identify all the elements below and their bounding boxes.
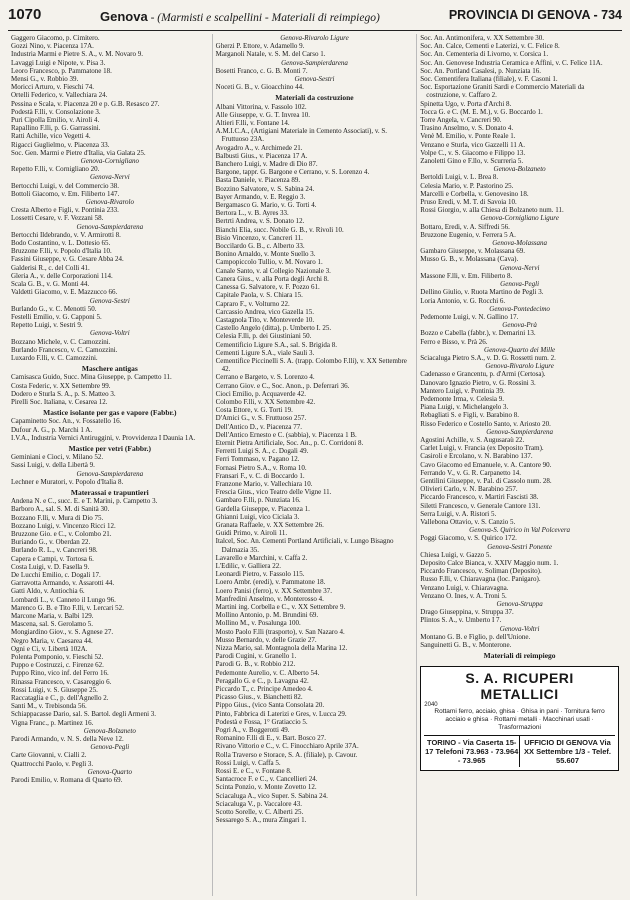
category-heading: Mastice per vetri (Fabbr.) xyxy=(68,443,152,453)
directory-entry: Gleria A., v. delle Corporazioni 114. xyxy=(11,271,113,280)
directory-entry: Tocca G. e C. (M. E. M.), v. G. Boccardo 1. xyxy=(420,107,543,116)
directory-entry: Piccardo T., c. Principe Amedeo 4. xyxy=(215,685,313,694)
directory-entry: Sciacaluga V., p. Vaccalore 43. xyxy=(215,799,302,808)
district-heading: Genova-Sampierdarena xyxy=(486,427,553,436)
directory-entry: Cadenasso e Grancentu, p. d'Armi (Certosa). xyxy=(420,370,546,379)
directory-entry: Bruzzone F.lli, v. Popolo d'Italia 10. xyxy=(11,247,112,256)
directory-entry: Buriando G., v. Oberdan 22. xyxy=(11,538,91,547)
directory-entry: Festelli Emilio, v. G. Capponi 5. xyxy=(11,312,102,321)
directory-entry: Russo F.lli, v. Chiaravagna (loc. Panigaro). xyxy=(420,575,541,584)
directory-entry: Bodo Costantino, v. L. Dottesio 65. xyxy=(11,239,111,248)
directory-entry: Gherzi P. Ettore, v. Adamello 9. xyxy=(215,42,305,51)
directory-entry: Andena N. e C., succ. E. e T. Marini, p. Campetto 3. xyxy=(11,497,158,506)
directory-entry: Mollino Antonio, p. M. Brundini 69. xyxy=(215,611,319,620)
directory-columns xyxy=(8,34,622,896)
directory-entry: Cementi Ligure S.A., viale Sauli 3. xyxy=(215,348,315,357)
directory-entry: Puri Cipolla Emilio, v. Airoli 4. xyxy=(11,116,100,125)
directory-entry: Bertoldi Luigi, v. L. Brea 8. xyxy=(420,173,499,182)
directory-entry: Camisasca Guido, Succ. Mina Giuseppe, p. Campetto 11. xyxy=(11,373,172,382)
directory-entry: Vigna Franc., p. Martinez 16. xyxy=(11,718,94,727)
district-heading: Genova-Pegli xyxy=(90,743,130,752)
district-heading: Genova-Bolzaneto xyxy=(493,165,546,174)
district-heading: Genova-Sampierdarena xyxy=(76,222,144,231)
directory-entry: Marenco G. B. e Tito F.lli, v. Lercari 52. xyxy=(11,603,124,612)
directory-entry: Soc. Esportazione Graniti Sardi e Commercio Materiali da costruzione, v. Caffaro 2. xyxy=(420,83,585,100)
directory-entry: Bruzzone Eugenio, v. Ferrera 5 A. xyxy=(420,230,516,239)
directory-entry: Chiesa Luigi, v. Gazzo 5. xyxy=(420,550,492,559)
directory-entry: Soc. An. Genovese Industria Ceramica e Affini, v. C. Felice 11A. xyxy=(420,58,603,67)
directory-entry: Casiroli e Ercolano, v. N. Barabino 137. xyxy=(420,452,533,461)
directory-entry: Sanguinetti G. B., v. Monterone. xyxy=(420,641,512,650)
directory-entry: Cementificio Ligure S.A., sal. S. Brigida 8. xyxy=(215,340,337,349)
directory-entry: Bozzano F.lli, v. Mura di Dio 75. xyxy=(11,513,104,522)
directory-entry: Schiappacasse Dario, sal. S. Bartol. degli Armeni 3. xyxy=(11,710,157,719)
page-header xyxy=(8,4,622,31)
directory-entry: Venzano Luigi, v. Chiaravagna. xyxy=(420,583,509,592)
directory-entry: Ferri Tommaso, v. Pagano 12. xyxy=(215,455,300,464)
directory-entry: Pessina e Scala, v. Piacenza 20 e p. G.B. Resasco 27. xyxy=(11,99,160,108)
directory-entry: Risso Federico e Costello Santo, v. Ariosto 20. xyxy=(420,419,551,428)
directory-entry: Lechner e Muratori, v. Popolo d'Italia 8. xyxy=(11,477,124,486)
directory-entry: Pedemonte Luigi, v. N. Gallino 17. xyxy=(420,312,519,321)
directory-entry: Scala G. B., v. G. Monti 44. xyxy=(11,280,90,289)
directory-entry: Danovaro Ignazio Pietro, v. G. Rossini 3. xyxy=(420,378,536,387)
directory-entry: Avogadro A., v. Archimede 21. xyxy=(215,143,303,152)
district-heading: Genova-S. Quirico in Val Polcevera xyxy=(469,526,571,535)
directory-entry: Plintos S. A., v. Umberto I 7. xyxy=(420,616,502,625)
directory-entry: Marcelli e Corbella, v. Genovesino 18. xyxy=(420,189,529,198)
column-middle xyxy=(213,34,418,896)
directory-entry: Sessarego S. A., mura Zingari 1. xyxy=(215,816,307,825)
directory-entry: Soc. An. Calce, Cementi e Laterizi, v. C. Felice 8. xyxy=(420,42,560,51)
directory-entry: Puppo e Costruzzi, c. Firenze 62. xyxy=(11,661,104,670)
directory-entry: Italcel, Soc. An. Cementi Portland Artificiali, v. Lungo Bisagno Dalmazia 35. xyxy=(215,537,394,554)
directory-entry: Santi M., v. Trebisonda 56. xyxy=(11,702,87,711)
directory-entry: Balbusti Gius., v. Piacenza 17 A. xyxy=(215,151,308,160)
directory-entry: Altieri F.lli, v. Fontane 14. xyxy=(215,119,290,128)
directory-entry: Mensi G., v. Robbio 39. xyxy=(11,75,79,84)
district-heading: Genova-Sestri xyxy=(294,75,335,84)
directory-entry: Bertrti Andrea, v. S. Donato 12. xyxy=(215,217,305,226)
directory-entry: Lossetti Cesare, v. F. Vezzani 58. xyxy=(11,214,104,223)
directory-entry: Ghianni Luigi, vico Ciciala 3. xyxy=(215,512,300,521)
directory-entry: Albani Vittorina, v. Fassolo 102. xyxy=(215,102,307,111)
directory-entry: Nizza Mario, sal. Montagnola della Marina 12. xyxy=(215,644,348,653)
district-heading: Genova-Sampierdarena xyxy=(76,469,144,478)
directory-entry: Deposito Calce Bianca, v. XXIV Maggio num. 1. xyxy=(420,559,559,567)
directory-entry: Massone F.lli, v. Em. Filiberto 8. xyxy=(420,271,513,280)
directory-entry: Cerrano e Bargeto, v. S. Lorenzo 4. xyxy=(215,373,315,382)
directory-entry: Bosetti Franco, c. G. B. Monti 7. xyxy=(215,66,308,75)
directory-entry: Podestà e Fossa, 1° Gratiaccio 5. xyxy=(215,717,308,726)
directory-entry: Pedemonte Aurelio, v. C. Alberto 54. xyxy=(215,668,320,677)
directory-entry: Lavarello e Marchini, v. Caffa 2. xyxy=(215,553,308,562)
directory-entry: Garravotta Armando, v. Assarotti 44. xyxy=(11,579,115,588)
directory-entry: Alle Giuseppe, v. G. T. Invrea 10. xyxy=(215,110,310,119)
ad-contact-row xyxy=(424,735,615,767)
directory-entry: Dodero e Sturla S. A., p. S. Matteo 3. xyxy=(11,389,116,398)
directory-entry: Loero Ambr. (eredi), v. Pammatone 18. xyxy=(215,578,326,587)
directory-entry: Capitale Paola, v. S. Chiara 15. xyxy=(215,291,303,300)
directory-entry: Castagnola Tito, v. Monteverde 10. xyxy=(215,315,315,324)
directory-entry: Ratti Achille, vico Vegetti 4. xyxy=(11,132,91,141)
directory-entry: Sciacaluga Pietro S.A., v. D. G. Rossetti num. 2. xyxy=(420,353,556,362)
directory-entry: Rossi Luigi, v. Caffa 5. xyxy=(215,758,281,767)
directory-entry: Loria Antonio, v. G. Rocchi 6. xyxy=(420,296,506,305)
header-title xyxy=(100,9,380,24)
directory-entry: Pogri A., v. Boggerotti 49. xyxy=(215,726,290,735)
directory-entry: Vallebona Ottavio, v. S. Canzio 5. xyxy=(420,517,516,526)
directory-entry: Rebagliati S. e Figli, v. Barabino 8. xyxy=(420,411,519,420)
directory-entry: Mantero Luigi, v. Pontinia 39. xyxy=(420,386,505,395)
category-heading: Materiali da costruzione xyxy=(275,93,354,103)
district-heading: Genova-Nervi xyxy=(89,173,130,182)
directory-entry: Torre Angela, v. Cancreri 90. xyxy=(420,116,502,125)
directory-entry: Colombo F.lli, v. XX Settembre 42. xyxy=(215,397,316,406)
directory-entry: Rossi Luigi, v. S. Giuseppe 25. xyxy=(11,685,98,694)
directory-entry: Trasino Anselmo, v. S. Donato 4. xyxy=(420,124,514,133)
directory-entry: Noceti G. B., v. Gioacchino 44. xyxy=(215,83,304,92)
directory-entry: Gardella Giuseppe, v. Piacenza 1. xyxy=(215,504,310,513)
directory-entry: Venzano e Sturla, vico Gazzelli 11 A. xyxy=(420,140,525,149)
district-heading: Genova-Cornigliano xyxy=(80,157,139,166)
directory-entry: Parodi Armando, v. N. S. della Neve 12. xyxy=(11,735,124,744)
directory-entry: Gentilini Giuseppe, v. Pal. di Cassolo num. 28. xyxy=(420,476,552,485)
directory-entry: Boccilardo G. B., c. Alberto 33. xyxy=(215,242,305,251)
directory-entry: Dell'Antico D., v. Piacenza 77. xyxy=(215,422,302,431)
directory-entry: Scotto Sorelle, v. C. Alberti 25. xyxy=(215,808,304,817)
directory-entry: Lavaggi Luigi e Nipote, v. Pisa 3. xyxy=(11,58,106,67)
directory-entry: Burlando Francesco, v. C. Camozzini. xyxy=(11,345,118,354)
directory-entry: Leonardi Pietro, v. Fassolo 115. xyxy=(215,570,305,579)
directory-entry: Capaminetto Soc. An., v. Fossatello 16. xyxy=(11,417,122,426)
directory-entry: Burlando R. L., v. Cancreri 98. xyxy=(11,546,98,555)
directory-entry: Bozzino Salvatore, v. S. Sabina 24. xyxy=(215,184,315,193)
header-city: Genova xyxy=(100,9,148,24)
directory-entry: Soc. An. Cementeria di Livorno, v. Corsica 1. xyxy=(420,50,549,59)
directory-entry: Banchero Luigi, v. Madre di Dio 87. xyxy=(215,160,318,169)
directory-entry: Soc. Gen. Marmi e Pietre d'Italia, via Galata 25. xyxy=(11,148,146,157)
directory-entry: Pedemonte Irma, v. Celesia 9. xyxy=(420,394,504,403)
directory-entry: Bargone, tappr. G. Bargone e Cerrano, v. S. Lorenzo 4. xyxy=(215,168,370,177)
district-heading: Genova-Sampierdarena xyxy=(281,58,348,67)
directory-entry: L'Edilic, v. Galliera 22. xyxy=(215,562,281,570)
directory-entry: Piccardo Francesco, v. Martiri Fascisti 38. xyxy=(420,493,539,502)
directory-entry: Musso Bernardo, v. delle Grazie 27. xyxy=(215,635,317,644)
directory-entry: Frescia Gius., vico Teatro delle Vigne 11. xyxy=(215,488,332,497)
directory-entry: Bozzano Luigi, v. Vincenzo Ricci 12. xyxy=(11,521,116,530)
directory-entry: Bayer Armando, v. E. Reggio 3. xyxy=(215,192,306,201)
directory-entry: D'Amici G., v. S. Fruttuoso 257. xyxy=(215,414,307,423)
directory-entry: Franzone Mario, v. Vallechiara 10. xyxy=(215,479,313,488)
column-right xyxy=(417,34,622,896)
directory-entry: Carlet Luigi, v. Francia (ex Deposito Tram). xyxy=(420,444,544,453)
directory-entry: Barboro A., sal. S. M. di Sanità 30. xyxy=(11,505,110,514)
advertisement-box xyxy=(420,666,619,771)
category-heading: Materiali di reimpiego xyxy=(483,651,556,661)
directory-entry: Castello Angelo (ditta), p. Umberto I. 25. xyxy=(215,324,332,333)
column-left xyxy=(8,34,213,896)
directory-entry: Gambaro Giuseppe, v. Molassana 69. xyxy=(420,247,525,256)
directory-entry: Parodi Cugini, v. Granello 1. xyxy=(215,652,297,661)
district-heading: Genova-Cornigliano Ligure xyxy=(480,214,559,223)
directory-entry: Bertocchi Luigi, v. del Commercio 38. xyxy=(11,181,120,190)
ad-genova-office: UFFICIO DI GENOVA Via XX Settembre 1/3 - Telef. 55.607 xyxy=(519,736,615,767)
directory-entry: Siletti Francesco, v. Generale Cantore 131. xyxy=(420,501,541,510)
directory-entry: Repetto Luigi, v. Sestri 9. xyxy=(11,321,83,330)
directory-entry: Soc. An. Portland Casalesi, p. Nunziata 16. xyxy=(420,66,542,75)
directory-entry: Fransari F., v. C. di Boccardo 1. xyxy=(215,471,305,480)
directory-entry: Mollino M., v. Posalunga 100. xyxy=(215,619,301,628)
directory-entry: Agostini Achille, v. S. Augusaraù 22. xyxy=(420,435,525,444)
directory-entry: Industria Marmi e Pietre S. A., v. M. Novaro 9. xyxy=(11,50,143,59)
directory-entry: Rolla Traverso e Storace, S. A. (filiale), p. Cavour. xyxy=(215,750,358,759)
directory-entry: Ogni e Ci, v. Libertà 102A. xyxy=(11,644,88,653)
directory-entry: Burlando G., v. C. Menotti 50. xyxy=(11,304,97,313)
directory-entry: Rossi E. e C., v. Fontane 8. xyxy=(215,767,292,776)
category-heading: Maschere antigas xyxy=(81,364,138,374)
directory-entry: Manfredini Anselmo, v. Monterosso 4. xyxy=(215,594,324,603)
directory-entry: Piana Luigi, v. Michelangelo 3. xyxy=(420,403,509,412)
directory-entry: Ferretti Luigi S. A., c. Dogali 49. xyxy=(215,447,309,456)
directory-entry: Puppo Rino, vico inf. del Ferro 16. xyxy=(11,669,109,678)
directory-entry: Bertocchi Ildebrando, v. V. Armirotti 8. xyxy=(11,230,121,239)
district-heading: Genova-Prà xyxy=(502,321,537,330)
directory-entry: Volpe C., v. S. Giacomo e Filippo 13. xyxy=(420,148,526,157)
directory-entry: Marganoli Natale, v. S. M. del Carso 1. xyxy=(215,50,326,59)
directory-entry: Pinto, Fabbrica di Laterizi e Gres, v. Lucca 29. xyxy=(215,709,347,718)
directory-entry: Bruzzone Gio. e C., v. Colombo 21. xyxy=(11,529,112,538)
directory-entry: Loero Panisi (ferro), v. XX Settembre 37. xyxy=(215,586,333,595)
directory-entry: Bottaro, Eredi, v. A. Siffredi 56. xyxy=(420,222,510,231)
directory-entry: Sciacaluga A., vico Super. S. Sabina 24. xyxy=(215,791,328,800)
district-heading: Genova-Pegli xyxy=(500,280,540,289)
district-heading: Genova-Sestri xyxy=(89,296,130,305)
directory-entry: Carte Giovanni, v. Cialli 2. xyxy=(11,751,87,760)
directory-entry: Pruso Eredi, v. M. T. di Savoia 10. xyxy=(420,198,517,207)
directory-entry: Rapallino F.lli, p. G. Garrassini. xyxy=(11,124,101,133)
district-heading: Genova-Struppa xyxy=(496,600,543,609)
directory-entry: Olivieri Carlo, v. N. Barabino 257. xyxy=(420,485,518,494)
directory-entry: Martini ing. Corbella e C., v. XX Settembre 9. xyxy=(215,603,346,612)
directory-entry: Montano G. B. e Figlio, p. dell'Unione. xyxy=(420,632,531,641)
directory-entry: Gozzi Nino, v. Piacenza 17A. xyxy=(11,42,94,51)
directory-entry: Soc. An. Antimonifera, v. XX Settembre 30. xyxy=(420,34,545,42)
directory-entry: Campopiccolo Tullio, v. M. Novaro 1. xyxy=(215,258,323,267)
directory-entry: Fassini Giuseppe, v. G. Cesare Abba 24. xyxy=(11,255,124,264)
directory-entry: Costa Ettore, v. G. Torti 19. xyxy=(215,406,293,415)
district-heading: Genova-Rivarolo Ligure xyxy=(280,34,349,42)
directory-entry: Fornasi Pietro S.A., v. Roma 10. xyxy=(215,463,307,472)
directory-entry: Eternit Pietra Artificiale, Soc. An., p. C. Corridoni 8. xyxy=(215,438,364,447)
directory-entry: Quattrocchi Paolo, v. Pegli 3. xyxy=(11,759,94,768)
directory-entry: Dell'Antico Ernesto e C. (sabbia), v. Piacenza 1 B. xyxy=(215,430,357,439)
directory-entry: Rigacci Guglielmo, v. Piacenza 33. xyxy=(11,140,110,149)
directory-entry: Bertora L., v. B. Ayres 33. xyxy=(215,209,289,218)
directory-entry: Picasso Gius., v. Bianchetti 82. xyxy=(215,693,303,702)
page-number: 1070 xyxy=(8,6,42,23)
directory-entry: Dufour A. G., p. Marchi 1 A. xyxy=(11,425,93,434)
directory-entry: Zanoletti Gino e F.llo, v. Scurreria 5. xyxy=(420,157,524,166)
directory-entry: Guidi Primo, v. Airoli 11. xyxy=(215,529,288,538)
directory-entry: Canale Santo, v. al Collegio Nazionale 3. xyxy=(215,266,331,275)
directory-entry: Bianchi Elia, succ. Nobile G. B., v. Rivoli 10. xyxy=(215,225,344,234)
directory-entry: Bottoli Giacomo, v. Em. Filiberto 147. xyxy=(11,189,120,198)
directory-entry: Serra Luigi, v. A. Ristori 5. xyxy=(420,509,497,518)
directory-entry: Bergamasco G. Mario, v. G. Torti 4. xyxy=(215,201,317,210)
directory-entry: Mosto Paolo F.lli (trasporto), v. San Nazaro 4. xyxy=(215,627,345,636)
directory-entry: Polenta Pomponio, v. Fieschi 52. xyxy=(11,653,104,662)
directory-entry: De Lucchi Emilio, c. Dogali 17. xyxy=(11,571,101,579)
directory-entry: Bonino Arnaldo, v. Monte Suello 3. xyxy=(215,250,316,259)
directory-entry: Negro Maria, v. Caesarea 44. xyxy=(11,636,93,645)
directory-entry: Gatti Aldo, v. Antiochia 6. xyxy=(11,587,85,596)
directory-entry: Bozzano Michele, v. C. Camozzini. xyxy=(11,337,111,346)
directory-entry: Venzano O. Ines, v. A. Troni 5. xyxy=(420,591,507,600)
directory-entry: Costa Luigi, v. D. Fasella 9. xyxy=(11,562,90,571)
directory-entry: Rossi Giorgio, v. alla Chiesa di Bolzaneto num. 11. xyxy=(420,206,564,215)
directory-entry: Cavo Giacomo ed Emanuele, v. A. Cantore 90. xyxy=(420,460,552,469)
district-heading: Genova-Sestri Ponente xyxy=(487,542,552,551)
directory-entry: Ferro e Bisso, v. Prà 26. xyxy=(420,337,488,346)
directory-entry: Sassi Luigi, v. della Libertà 9. xyxy=(11,461,95,470)
directory-entry: Moricci Arturo, v. Fieschi 74. xyxy=(11,83,94,92)
directory-entry: Romanino F.lli di E., v. Bart. Bosco 27. xyxy=(215,734,327,743)
district-heading: Genova-Voltri xyxy=(89,329,130,338)
ad-title: S. A. RICUPERI METALLICI xyxy=(465,670,574,703)
directory-entry: Cioci Emilio, p. Acquaverde 42. xyxy=(215,389,307,398)
directory-entry: Celesia F.lli, p. dei Giustiniani 50. xyxy=(215,332,312,341)
directory-entry: Rinassa Francesco, v. Casareggio 6. xyxy=(11,677,112,686)
directory-entry: Bozzo e Cabella (fabbr.), v. Demarini 13. xyxy=(420,329,536,338)
directory-entry: Scinta Ponzio, v. Monte Zovetto 12. xyxy=(215,783,317,792)
directory-entry: Peragallo G. e C., p. Lavagna 42. xyxy=(215,676,309,685)
district-heading: Genova-Voltri xyxy=(499,624,540,633)
directory-entry: Pippo Gius., (vico Santa Consolata 20. xyxy=(215,701,325,710)
directory-entry: Podestà F.lli, v. Consolazione 3. xyxy=(11,107,101,116)
district-heading: Genova-Rivarolo xyxy=(85,198,134,207)
directory-entry: Spinetta Ugo, v. Porta d'Archi 8. xyxy=(420,99,512,108)
directory-entry: Galderisi R., c. del Colli 41. xyxy=(11,263,90,272)
directory-entry: Leoro Francesco, p. Pammatone 18. xyxy=(11,66,112,75)
header-subtitle: - (Marmisti e scalpellini - Materiali di reimpiego) xyxy=(150,12,380,24)
column-right-entries xyxy=(420,34,619,660)
directory-entry: Mongiardino Giov., v. S. Agnese 27. xyxy=(11,628,114,637)
directory-entry: Ferrando V., v. G. R. Carpanetto 14. xyxy=(420,468,522,477)
directory-entry: Lombardi L., v. Canneto il Lungo 96. xyxy=(11,595,116,604)
directory-entry: Cerrano Giov. e C., Soc. Anon., p. Deferrari 36. xyxy=(215,381,350,390)
directory-entry: Valdetti Giacomo, v. E. Mazzucco 66. xyxy=(11,288,118,297)
directory-entry: Parodi Emilio, v. Romana di Quarto 69. xyxy=(11,776,123,785)
directory-entry: Mascena, sal. S. Gerolamo 5. xyxy=(11,620,94,629)
directory-entry: A.M.I.C.A., (Artigiani Materiale in Cemento Associati), v. S. Fruttuoso 23A. xyxy=(215,127,388,144)
directory-entry: Musso G. B., v. Molassana (Cava). xyxy=(420,255,519,264)
district-heading: Genova-Pontedecimo xyxy=(489,304,550,313)
district-heading: Genova-Rivarolo Ligure xyxy=(485,362,554,371)
directory-entry: Pirelli Soc. Italiana, v. Cesarea 12. xyxy=(11,397,108,406)
district-heading: Genova-Quarto xyxy=(87,767,132,776)
directory-entry: Gambaro F.lli, p. Nunziata 16. xyxy=(215,496,301,505)
directory-entry: Capera e Campi, v. Tortosa 6. xyxy=(11,554,94,563)
directory-entry: Carcassio Andrea, vico Gazella 15. xyxy=(215,307,314,316)
ad-torino-address: TORINO - Via Caserta 15-17 Telefoni 73.963 - 73.964 - 73.965 xyxy=(425,738,519,766)
directory-entry: Granata Raffaele, v. XX Settembre 26. xyxy=(215,520,324,529)
directory-entry: Drago Giuseppina, v. Struppa 37. xyxy=(420,608,514,617)
directory-entry: Geminiani e Cioci, v. Milano 52. xyxy=(11,453,104,462)
ad-description: Rottami ferro, acciaio, ghisa · Ghisa in pani · Tornitura ferro acciaio e ghisa · Rottami metalli · Macchinari usati · Trasformazioni xyxy=(434,708,605,732)
directory-entry: Marcone Maria, v. Balbi 129. xyxy=(11,612,94,621)
district-heading: Genova-Molassana xyxy=(492,239,548,248)
category-heading: Mastice isolante per gas e vapore (Fabbr.) xyxy=(43,408,177,418)
directory-entry: Costa Federic, v. XX Settembre 99. xyxy=(11,381,111,390)
directory-entry: Venè M. Emilio, v. Ponte Reale 1. xyxy=(420,132,516,141)
directory-entry: Celesia Mario, v. P. Pastorino 25. xyxy=(420,181,514,190)
directory-entry: Luxardo F.lli, v. C. Camozzini. xyxy=(11,353,98,362)
category-heading: Materassai e trapuntieri xyxy=(70,487,149,497)
directory-entry: Raccataglia e C., p. dell'Agnello 2. xyxy=(11,694,109,703)
district-heading: Genova-Nervi xyxy=(499,263,540,272)
directory-entry: Gaggero Giacomo, p. Cimitero. xyxy=(11,34,100,42)
directory-entry: Canessa G. Salvatore, v. F. Pozzo 61. xyxy=(215,283,320,292)
directory-entry: Ortelli Federico, v. Vallechiara 24. xyxy=(11,91,108,100)
directory-entry: Capraro F., v. Volturno 22. xyxy=(215,299,290,308)
directory-entry: Basta Daniele, v. Piacenza 89. xyxy=(215,176,301,185)
directory-entry: Rivano Vittorio e C., v. C. Finocchiaro Aprile 37A. xyxy=(215,742,359,751)
directory-entry: Piccardo Francesco, v. Soliman (Deposito). xyxy=(420,567,542,576)
directory-entry: Bisio Vincenzo, v. Cancreri 11. xyxy=(215,233,303,242)
directory-entry: Parodi G. B., v. Robbio 212. xyxy=(215,660,296,669)
directory-entry: Dellino Giulio, v. Ruota Martino de Pegli 3. xyxy=(420,288,544,297)
district-heading: Genova-Quarto dei Mille xyxy=(484,345,556,354)
directory-entry: Cementifice Piccinelli S. A. (trapp. Colombo F.lli), v. XX Settembre 42. xyxy=(215,356,407,374)
directory-entry: Soc. Cementifera Italiana (filiale), v. F. Casoni 1. xyxy=(420,75,558,84)
directory-entry: Repetto F.lli, v. Cornigliano 20. xyxy=(11,165,100,174)
directory-entry: Santacroce F. e C., v. Cancellieri 24. xyxy=(215,775,318,784)
directory-entry: Cresta Alberto e Figli, v. Pontinia 233. xyxy=(11,206,119,215)
directory-entry: Canera Gius., v. alla Porta degli Archi 8. xyxy=(215,274,329,283)
header-province: PROVINCIA DI GENOVA - 734 xyxy=(448,8,622,22)
directory-entry: Poggi Giacomo, v. S. Quirico 172. xyxy=(420,534,517,543)
ad-side-number: 2040 xyxy=(424,702,438,709)
district-heading: Genova-Bolzaneto xyxy=(83,726,136,735)
directory-entry: I.V.A., Industria Vernici Antiruggini, v. Provvidenza I Daunia 1A. xyxy=(11,433,196,442)
